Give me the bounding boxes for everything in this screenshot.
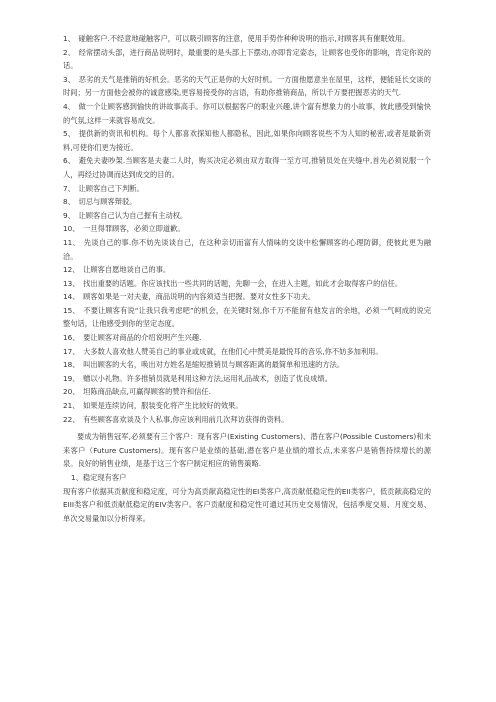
tips-list <box>63 32 431 426</box>
document-page <box>63 32 431 525</box>
list-item: 7、 让顾客自己下判断。 <box>63 183 144 193</box>
list-item: 11、 先谈自己的事.你不妨先谈谈自己，在这种亲切而富有人情味的交谈中松懈顾客的心理防御，使彼此更为融洽。 <box>63 237 431 261</box>
list-item: 3、 恶劣的天气是推销的好机会。恶劣的天气正是你的大好时机。一方面他愿意坐在屋里，这样，便能延长交谈的时间；另一方面他会被你的诚意感染,更容易接受你的言语，有助你推销商品，所以千万要把握恶劣的天气. <box>63 74 431 98</box>
list-item: 12、 让顾客自愿地谈自己的事。 <box>63 265 171 275</box>
list-item: 22、 有些顾客喜欢谈及个人私事,你应该利用前几次拜访获得的资料。 <box>63 414 289 424</box>
list-item: 19、 赠以小礼物。许多推销员就是利用这种方法,运用礼品战术，创造了优良成绩。 <box>63 373 332 383</box>
intro-paragraph: 要成为销售冠军,必须要有三个客户：现有客户(Existing Customers)、潜在客户(Possible Customers)和未来客户（Future Customers)。现有客户是业绩的基础,潜在客户是业绩的增长点,未来客户是销售持续增长的源泉。良好的销售业绩，是基于这三个客户制定相应的销售策略. <box>63 432 431 469</box>
list-item: 9、 让顾客自己认为自己握有主动权。 <box>63 210 188 220</box>
list-item: 16、 要让顾客对商品的介绍说明产生兴趣. <box>63 333 202 343</box>
list-item: 15、 不要让顾客有说“让我只我考虑吧”的机会，在关键时刻,你千万不能留有他发言的余地，必须一气呵成的说完整句话，让他感受到你的坚定态度。 <box>63 305 431 329</box>
list-item: 6、 避免夫妻吵架.当顾客是夫妻二人时，购买决定必须由双方取得一至方可,推销员处在夹缝中,首先必须说服一个人，再经过协调而达到成交的目的。 <box>63 156 431 179</box>
list-item: 4、 做一个让顾客感到愉快的讲故事高手。你可以根据客户的职业兴趣,讲个富有想象力的小故事，彼此感受到愉快的气氛,这样一来就容易成交。 <box>63 101 431 125</box>
list-item: 14、 顾客如果是一对夫妻，商品说明的内容须适当把握。要对女性多下功夫。 <box>63 292 316 302</box>
list-item: 17、 大多数人喜欢他人赞美自己的事业或成就，在他们心中赞美是最悦耳的音乐,你不妨多加利用。 <box>63 346 383 356</box>
list-item: 13、 找出重要的话题。你应该找出一些共同的话题，先聊一会，在进入主题，如此才会取得客户的信任。 <box>63 278 403 288</box>
list-item: 8、 切忌与顾客辩驳。 <box>63 197 137 207</box>
list-item: 10、 一旦得罪顾客，必须立即道歉。 <box>63 224 185 234</box>
list-item: 18、 叫出顾客的大名，唤出对方姓名是缩短推销员与顾客距离的最简单和迅速的方法。 <box>63 360 345 370</box>
list-item: 5、 提供新的资讯和机构。每个人都喜欢探知他人都隐私，因此,如果你向顾客说些不为人知的秘密,或者是最新资料,可使你们更为接近。 <box>63 129 431 152</box>
final-paragraph: 现有客户依据其贡献度和稳定度，可分为高贡献高稳定性的EI类客户,高贡献低稳定性的EII类客户，低贡献高稳定的EIII类客户和低贡献低稳定的EIV类客户。客户贡献度和稳定性可通过其历史交易情况，包括季度交易、月度交易、单次交易量加以分析得来。 <box>63 486 431 523</box>
list-item: 1、 碰触客户.不经意地碰触客户，可以吸引顾客的注意，使用手势作种种说明的指示,对顾客具有催眠效用。 <box>63 34 410 43</box>
list-item: 2、 经常摆动头部，进行商品说明时，最重要的是头部上下摆动,亦即肯定姿态，让顾客也受你的影响，肯定你说的话。 <box>63 47 431 71</box>
section-subheading: 1、稳定现有客户 <box>71 473 127 482</box>
list-item: 21、 如果是连续访问，服装变化将产生比较好的效果。 <box>63 401 243 411</box>
list-item: 20、 坦陈商品缺点,可赢得顾客的赞许和信任. <box>63 387 211 397</box>
